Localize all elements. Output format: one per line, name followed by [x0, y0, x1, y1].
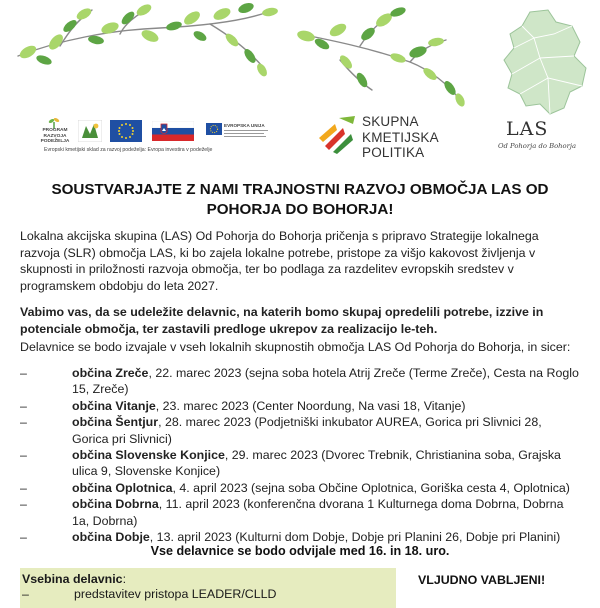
program-logo-line3: PODEŽELJA — [40, 139, 70, 145]
workshop-municipality: občina Oplotnica — [72, 480, 173, 495]
list-dash: – — [20, 480, 27, 495]
header — [0, 0, 600, 170]
workshop-municipality: občina Dobje — [72, 530, 150, 545]
workshop-list — [20, 365, 580, 545]
workshop-content-title — [22, 572, 126, 586]
document-title-line2: POHORJA DO BOHORJA! — [206, 201, 394, 218]
list-dash: – — [20, 530, 27, 545]
workshop-item — [20, 496, 580, 529]
invite-paragraph: Vabimo vas, da se udeležite delavnic, na katerih bomo skupaj opredelili potrebe, izzive in potenciale območja, ter zastavili predloge ukrepov za realizacijo le-teh. — [20, 305, 544, 336]
leader-logo — [78, 120, 102, 142]
schedule-note: Vse delavnice se bodo odvijale med 16. in 18. uro. — [150, 544, 450, 558]
workshop-content-item-text: predstavitev pristopa LEADER/CLLD — [74, 587, 277, 601]
program-logo-line2: RAZVOJA — [43, 133, 67, 139]
eu-small-flag-icon — [206, 123, 222, 135]
workshop-content-title-text: Vsebina delavnic — [22, 572, 123, 586]
document-title-line1: SOUSTVARJAJTE Z NAMI TRAJNOSTNI RAZVOJ OBMOČJA LAS OD — [51, 181, 549, 198]
las-logo-subtitle: Od Pohorja do Bohorja — [497, 142, 577, 150]
document-title — [20, 180, 580, 220]
intro-paragraph: Lokalna akcijska skupina (LAS) Od Pohorja do Bohorja pričenja s pripravo Strategije lokalnega razvoja (SLR) območja LAS, ki bo zajela lokalne potrebe, pristope za višjo kakovost življenja v skupnosti in priložnosti razvoja območja, ter bo podlaga za razdelitev evropskih sredstev v programskem obdobju do leta 2027. — [20, 229, 539, 293]
workshop-content-item — [22, 587, 276, 601]
workshop-details: , 22. marec 2023 (sejna soba hotela Atrij Zreče (Terme Zreče), Cesta na Roglo 15, Zreče) — [72, 366, 579, 397]
program-razvoja-podezelja-logo — [38, 117, 72, 145]
workshop-municipality: občina Dobrna — [72, 497, 159, 512]
workshop-details: , 13. april 2023 (Kulturni dom Dobje, Dobje pri Planini 26, Dobje pri Planini) — [149, 530, 561, 545]
skp-logo-line2: KMETIJSKA — [362, 129, 439, 145]
workshop-item — [20, 414, 580, 447]
skp-logo-text — [362, 114, 439, 161]
workshop-details: , 23. marec 2023 (Center Noordung, Na vasi 18, Vitanje) — [155, 398, 466, 413]
workshop-item — [20, 447, 580, 480]
list-dash: – — [20, 366, 27, 380]
workshop-municipality: občina Zreče — [72, 366, 149, 380]
workshop-details: , 29. marec 2023 (Dvorec Trebnik, Christianina soba, Grajska ulica 9, Slovenske Konjice) — [72, 448, 561, 479]
las-region-map — [500, 8, 592, 118]
workshop-municipality: občina Vitanje — [72, 398, 156, 413]
list-dash: – — [22, 587, 29, 601]
workshop-municipality: občina Šentjur — [72, 415, 159, 430]
workshop-details: , 4. april 2023 (sejna soba Občine Oplotnica, Goriška cesta 4, Oplotnica) — [172, 480, 570, 495]
program-logo-line1: PROGRAM — [42, 128, 68, 133]
list-dash: – — [20, 448, 27, 463]
workshops-lead-paragraph: Delavnice se bodo izvajale v vseh lokalnih skupnostih območja LAS Od Pohorja do Bohorja, in sicer: — [20, 340, 571, 354]
closing-invitation: VLJUDNO VABLJENI! — [418, 573, 546, 587]
leaves — [18, 1, 467, 108]
workshop-item — [20, 365, 580, 398]
workshop-item — [20, 398, 580, 414]
eu-fund-caption: Evropski kmetijski sklad za razvoj podeželja: Evropa investira v podeželje — [44, 147, 213, 153]
las-logo-name: LAS — [506, 118, 549, 140]
workshop-municipality: občina Slovenske Konjice — [72, 448, 225, 463]
skp-logo-line3: POLITIKA — [362, 145, 425, 160]
skp-logo-icon — [315, 112, 357, 154]
eu-rural-logo-text: EVROPSKA UNIJA — [224, 123, 265, 128]
eu-rural-development-logo — [206, 121, 270, 141]
eu-flag-icon — [110, 120, 142, 142]
list-dash: – — [20, 415, 27, 430]
list-dash: – — [20, 398, 27, 413]
list-dash: – — [20, 497, 27, 512]
slovenia-flag-icon — [152, 121, 194, 141]
workshop-details: , 11. april 2023 (konferenčna dvorana 1 Kulturnega doma Dobrna, Dobrna 1a, Dobrna) — [72, 497, 564, 528]
leafy-branch-illustration — [0, 0, 470, 110]
skp-logo-line1: SKUPNA — [362, 114, 419, 129]
workshop-item — [20, 529, 580, 545]
workshop-item — [20, 480, 580, 496]
workshop-content-title-colon: : — [122, 572, 127, 586]
workshop-details: , 28. marec 2023 (Podjetniški inkubator AUREA, Gorica pri Slivnici 28, Gorica pri Slivnici) — [72, 415, 542, 446]
